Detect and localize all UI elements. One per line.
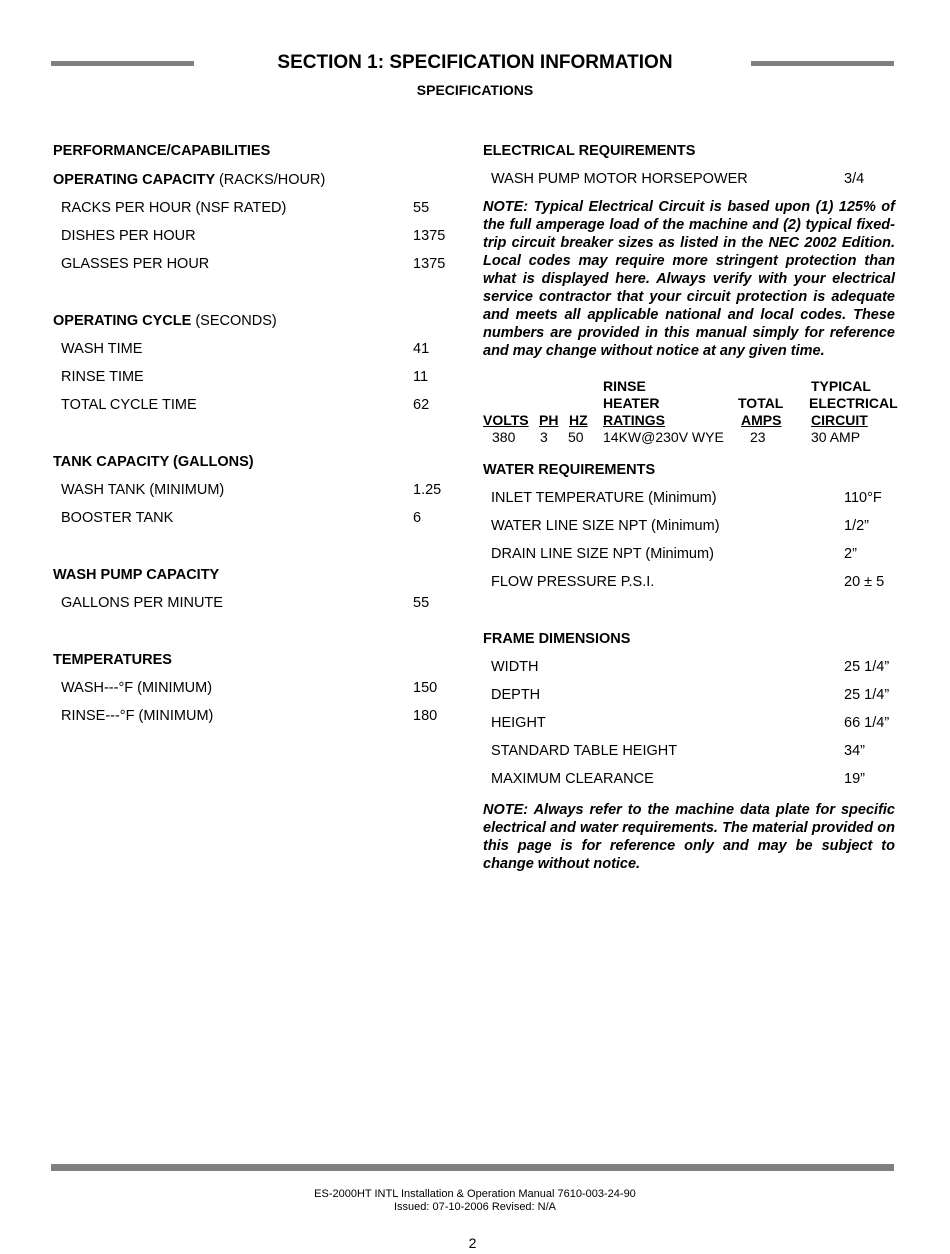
spec-value: 150 (413, 680, 438, 696)
electrical-heading: ELECTRICAL REQUIREMENTS (483, 143, 696, 159)
spec-label: WASH TIME (61, 341, 143, 357)
operating-cycle-unit: (SECONDS) (195, 313, 277, 329)
spec-value: 25 1/4” (844, 687, 890, 703)
spec-value: 1375 (413, 228, 446, 244)
spec-row (53, 395, 453, 423)
left-column (53, 140, 453, 734)
spec-label: DEPTH (491, 687, 541, 703)
spec-value: 55 (413, 200, 430, 216)
spec-value: 19” (844, 771, 865, 787)
cell-volts: 380 (492, 429, 516, 445)
spec-label: WASH PUMP MOTOR HORSEPOWER (491, 171, 748, 187)
spec-row (53, 339, 453, 367)
col-header-rinse-2: HEATER (603, 395, 660, 411)
spec-row (483, 572, 895, 600)
footer-issued-line: Issued: 07-10-2006 Revised: N/A (393, 1201, 557, 1213)
col-header-amps-1: TOTAL (738, 395, 784, 411)
spec-label: BOOSTER TANK (61, 510, 174, 526)
temperatures-heading: TEMPERATURES (53, 652, 172, 668)
electrical-table (483, 378, 898, 445)
spec-label: WATER LINE SIZE NPT (Minimum) (491, 518, 720, 534)
spec-value: 1.25 (413, 482, 442, 498)
operating-capacity-heading (53, 170, 453, 198)
cell-rinse: 14KW@230V WYE (603, 429, 724, 445)
spec-row (483, 657, 895, 685)
cell-hz: 50 (568, 429, 584, 445)
col-header-hz: HZ (569, 412, 588, 428)
spec-label: WIDTH (491, 659, 539, 675)
spec-row (53, 226, 453, 254)
spec-row (483, 544, 895, 572)
cell-circuit: 30 AMP (811, 429, 861, 445)
spec-row (53, 706, 453, 734)
spec-value: 1375 (413, 256, 446, 272)
performance-heading: PERFORMANCE/CAPABILITIES (53, 143, 271, 159)
spec-value: 20 ± 5 (844, 574, 885, 590)
right-column (483, 140, 898, 873)
page-subtitle: SPECIFICATIONS (416, 82, 534, 98)
spec-label: STANDARD TABLE HEIGHT (491, 743, 678, 759)
spec-label: DISHES PER HOUR (61, 228, 196, 244)
cell-amps: 23 (750, 429, 766, 445)
col-header-rinse-3: RATINGS (603, 412, 665, 428)
col-header-rinse-1: RINSE (603, 378, 646, 394)
spec-row (53, 367, 453, 395)
spec-row (53, 480, 453, 508)
spec-value: 1/2” (844, 518, 869, 534)
spec-label: INLET TEMPERATURE (Minimum) (491, 490, 717, 506)
spec-row (53, 678, 453, 706)
spec-value: 110°F (844, 490, 882, 506)
col-header-circuit-3: CIRCUIT (811, 412, 868, 428)
operating-capacity-title: OPERATING CAPACITY (53, 172, 215, 188)
footer-rule (51, 1164, 894, 1171)
col-header-ph: PH (539, 412, 559, 428)
spec-value: 25 1/4” (844, 659, 890, 675)
spec-value: 11 (413, 369, 429, 385)
spec-label: DRAIN LINE SIZE NPT (Minimum) (491, 546, 714, 562)
operating-capacity-unit: (RACKS/HOUR) (218, 172, 326, 188)
spec-row (483, 488, 895, 516)
spec-row (483, 713, 895, 741)
spec-label: TOTAL CYCLE TIME (61, 397, 197, 413)
cell-ph: 3 (540, 429, 548, 445)
col-header-volts: VOLTS (483, 412, 529, 428)
spec-value: 66 1/4” (844, 715, 890, 731)
spec-label: MAXIMUM CLEARANCE (491, 771, 654, 787)
spec-label: RINSE---°F (MINIMUM) (61, 708, 214, 724)
page-title: SECTION 1: SPECIFICATION INFORMATION (277, 52, 673, 73)
spec-label: GLASSES PER HOUR (61, 256, 210, 272)
spec-row (483, 169, 895, 197)
operating-cycle-heading (53, 311, 453, 339)
spec-value: 55 (413, 595, 430, 611)
electrical-note: NOTE: Typical Electrical Circuit is based upon (1) 125% of the full amperage load of the machine and (2) typical fixed-trip circuit breaker sizes as listed in the NEC 2002 Edition. Local codes may require more stringent protection than what is displayed here. Always verify with your electrical service contractor that your circuit protection is adequate and meets all applicable national and local codes. These numbers are provided in this manual simply for reference and may change without notice at any given time. (483, 199, 895, 359)
col-header-circuit-1: TYPICAL (811, 378, 871, 394)
spec-value: 3/4 (844, 171, 865, 187)
spec-value: 34” (844, 743, 865, 759)
page-number: 2 (468, 1235, 477, 1251)
spec-label: WASH---°F (MINIMUM) (61, 680, 213, 696)
footer-manual-line: ES-2000HT INTL Installation & Operation Manual 7610-003-24-90 (314, 1188, 636, 1200)
spec-row (483, 769, 895, 797)
spec-row (53, 254, 453, 282)
spec-row (483, 516, 895, 544)
spec-row (53, 593, 453, 621)
spec-label: WASH TANK (MINIMUM) (61, 482, 225, 498)
wash-pump-heading: WASH PUMP CAPACITY (53, 567, 220, 583)
operating-cycle-title: OPERATING CYCLE (53, 313, 192, 329)
spec-label: FLOW PRESSURE P.S.I. (491, 574, 655, 590)
spec-row (53, 198, 453, 226)
spec-row (483, 685, 895, 713)
spec-value: 62 (413, 397, 430, 413)
spec-value: 180 (413, 708, 438, 724)
spec-row (53, 508, 453, 536)
col-header-amps-2: AMPS (741, 412, 782, 428)
bottom-note: NOTE: Always refer to the machine data plate for specific electrical and water requirements. The material provided on this page is for reference only and may be subject to change without notice. (483, 802, 895, 872)
spec-value: 41 (413, 341, 430, 357)
water-heading: WATER REQUIREMENTS (483, 462, 656, 478)
spec-label: HEIGHT (491, 715, 546, 731)
spec-label: GALLONS PER MINUTE (61, 595, 223, 611)
spec-row (483, 741, 895, 769)
spec-value: 2” (844, 546, 857, 562)
col-header-circuit-2: ELECTRICAL (809, 395, 898, 411)
spec-label: RACKS PER HOUR (NSF RATED) (61, 200, 287, 216)
spec-label: RINSE TIME (61, 369, 144, 385)
frame-heading: FRAME DIMENSIONS (483, 631, 631, 647)
spec-value: 6 (413, 510, 422, 526)
tank-capacity-heading: TANK CAPACITY (GALLONS) (53, 454, 254, 470)
